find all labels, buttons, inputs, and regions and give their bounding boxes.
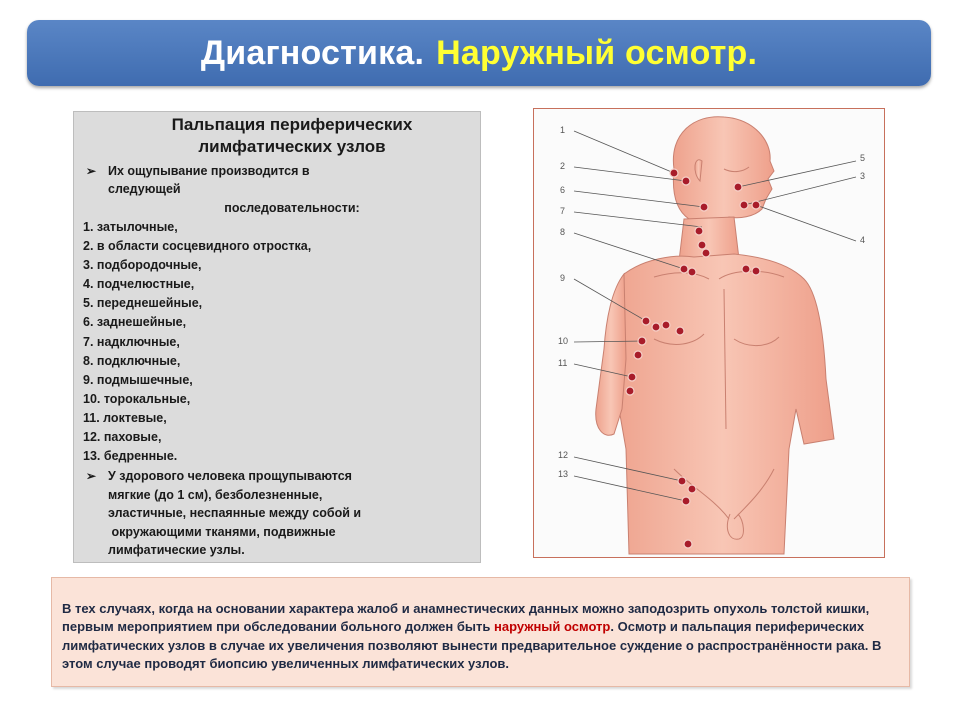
slide-title-accent: Наружный осмотр. bbox=[436, 33, 758, 72]
list-item: 3. подбородочные, bbox=[83, 258, 202, 273]
outro-line2: мягкие (до 1 см), безболезненные, bbox=[108, 487, 323, 502]
list-item: 1. затылочные, bbox=[83, 220, 178, 234]
panel-heading-line2: лимфатических узлов bbox=[198, 137, 386, 156]
list-item: 9. подмышечные, bbox=[83, 372, 193, 387]
outro-line3: эластичные, неспаянные между собой и bbox=[108, 506, 362, 521]
panel-heading-line1: Пальпация периферических bbox=[171, 115, 413, 134]
list-item: 4. подчелюстные, bbox=[83, 277, 195, 292]
list-item: 11. локтевые, bbox=[83, 410, 167, 425]
figure-label: 12 bbox=[558, 450, 569, 460]
figure-label: 2 bbox=[560, 161, 566, 171]
figure-label: 9 bbox=[560, 273, 566, 283]
lymph-node-body-figure bbox=[533, 108, 885, 558]
intro-line1: Их ощупывание производится в bbox=[108, 164, 310, 178]
slide-title-main: Диагностика. bbox=[200, 33, 425, 72]
conclusion-text-part2: . Осмотр и пальпация периферических лимфатических узлов в случае их увеличения позволяют вынести предварительное суждение о распространённости рака. В этом случае проводят биопсию увеличенных лимфатических узлов. bbox=[62, 619, 882, 672]
conclusion-box bbox=[51, 577, 910, 687]
palpation-panel bbox=[73, 111, 481, 563]
figure-label: 4 bbox=[860, 235, 866, 245]
figure-label: 13 bbox=[558, 469, 569, 479]
list-item: 13. бедренные. bbox=[83, 449, 178, 464]
conclusion-text-part1: В тех случаях, когда на основании характера жалоб и анамнестических данных можно заподозрить опухоль толстой кишки, первым мероприятием при обследовании больного должен быть bbox=[62, 601, 870, 635]
list-item: 12. паховые, bbox=[83, 430, 162, 445]
conclusion-highlight: наружный осмотр bbox=[493, 619, 611, 635]
outro-line5: лимфатические узлы. bbox=[108, 543, 245, 558]
outro-line1: У здорового человека прощупываются bbox=[108, 469, 352, 484]
figure-label: 3 bbox=[860, 171, 866, 181]
list-item: 5. переднешейные, bbox=[83, 296, 203, 311]
figure-label: 6 bbox=[560, 185, 566, 195]
outro-block bbox=[74, 467, 480, 560]
figure-label: 5 bbox=[860, 153, 866, 163]
list-item: 6. заднешейные, bbox=[83, 315, 187, 330]
list-item: 7. надключные, bbox=[83, 334, 180, 349]
figure-label: 7 bbox=[560, 206, 566, 216]
list-item: 8. подключные, bbox=[83, 353, 181, 368]
slide-title-bar bbox=[27, 20, 931, 86]
list-item: 2. в области сосцевидного отростка, bbox=[83, 239, 312, 254]
figure-label: 1 bbox=[560, 125, 566, 135]
figure-label: 11 bbox=[558, 358, 568, 368]
body-silhouette bbox=[596, 117, 834, 554]
figure-label: 8 bbox=[560, 227, 566, 237]
body-diagram bbox=[534, 109, 884, 557]
list-item: 10. торокальные, bbox=[83, 391, 191, 406]
arrow-bullet-icon: ➢ bbox=[85, 164, 97, 178]
lymph-node-list bbox=[74, 218, 480, 466]
outro-line4: окружающими тканями, подвижные bbox=[108, 524, 336, 539]
panel-heading bbox=[104, 112, 480, 160]
figure-label: 10 bbox=[558, 336, 569, 346]
intro-bullet bbox=[74, 162, 480, 198]
intro-block bbox=[74, 162, 480, 218]
intro-line3: последовательности: bbox=[224, 201, 360, 215]
outro-bullet bbox=[74, 467, 480, 560]
intro-line2: следующей bbox=[108, 182, 181, 196]
arrow-bullet-icon: ➢ bbox=[85, 469, 97, 484]
